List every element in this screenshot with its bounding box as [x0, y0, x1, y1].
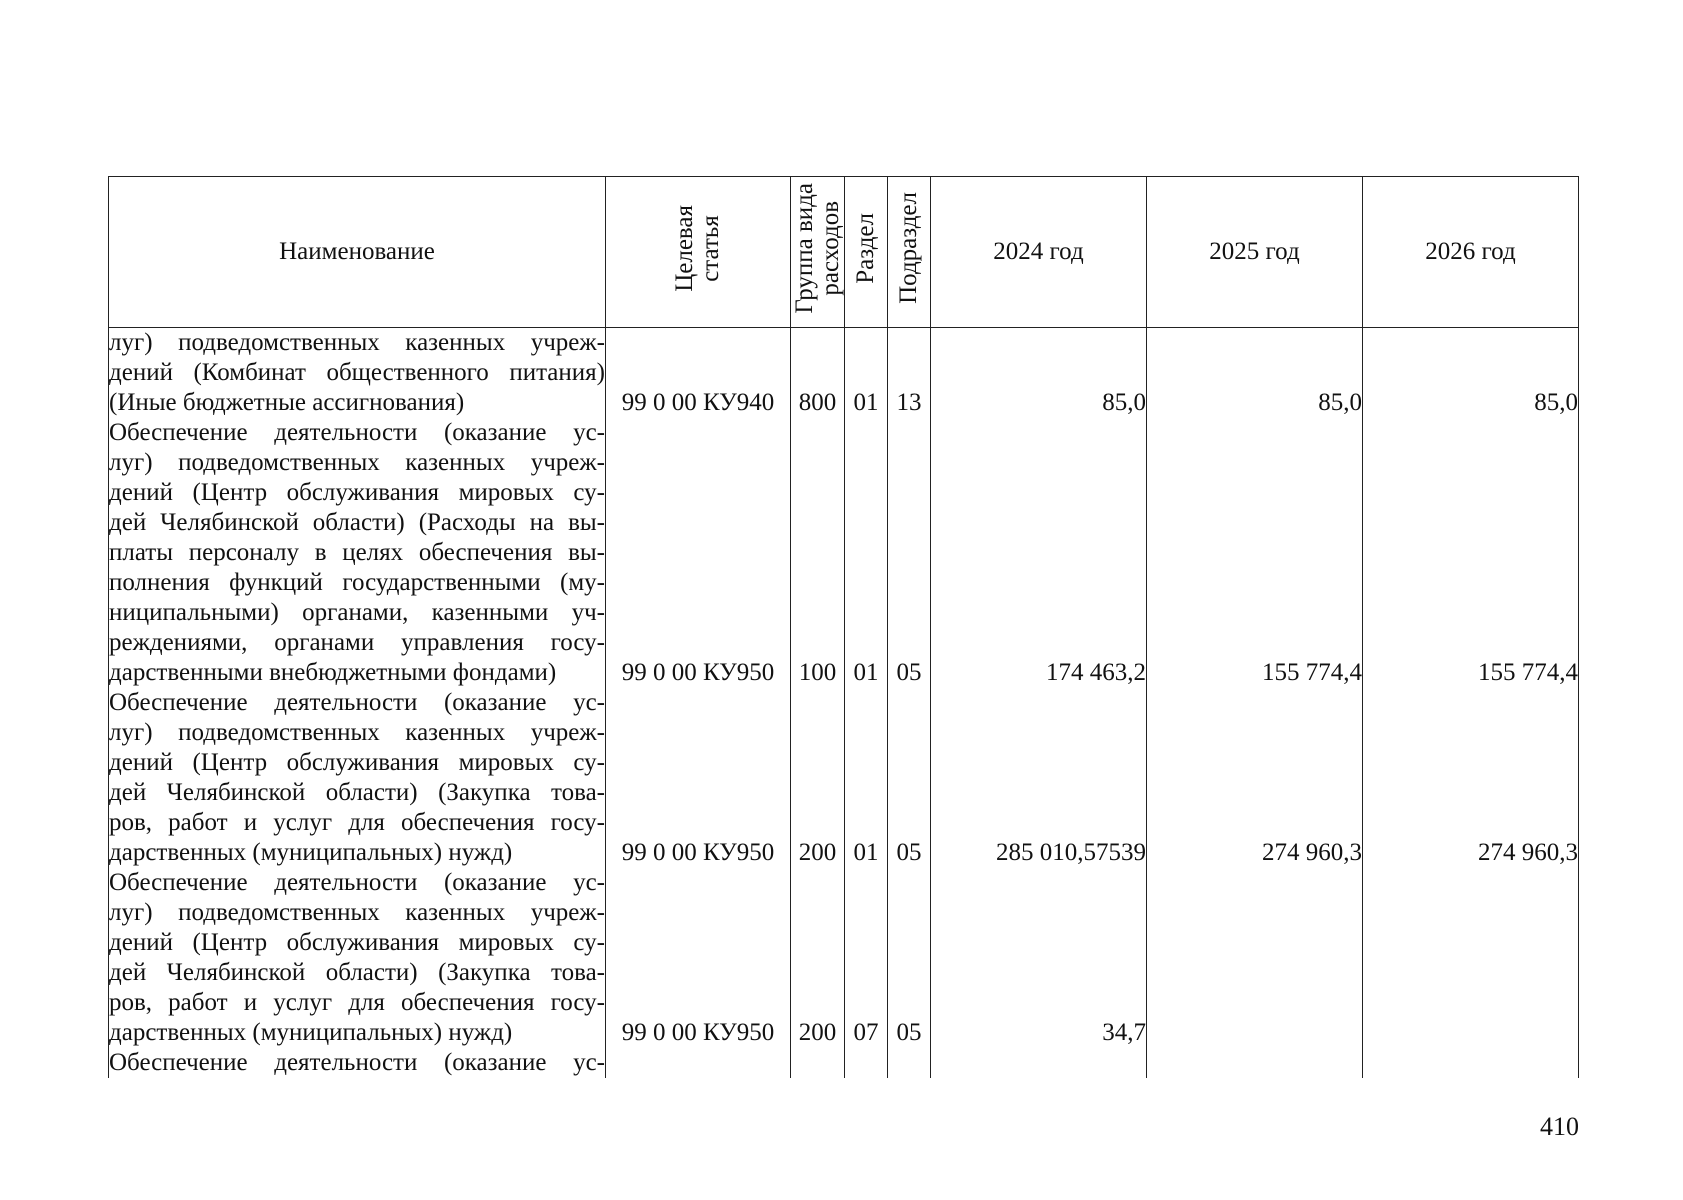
row-name-line: дарственных (муниципальных) нужд)	[109, 1019, 513, 1046]
row-name-line: дений (Центр обслуживания мировых су-	[109, 749, 605, 776]
empty-cell	[606, 1048, 791, 1078]
empty-cell	[931, 1048, 1147, 1078]
row-name-line: Обеспечение деятельности (оказание ус-	[109, 689, 605, 716]
table-row	[109, 418, 1579, 688]
row-name-line: ров, работ и услуг для обеспечения госу-	[109, 809, 605, 836]
header-subsection: Подраздел	[888, 177, 931, 328]
row-expense-group: 200	[791, 688, 845, 868]
empty-cell	[888, 1048, 931, 1078]
budget-table	[108, 176, 1579, 1078]
row-name-line: дений (Центр обслуживания мировых су-	[109, 479, 605, 506]
row-amount-2026: 274 960,3	[1363, 688, 1579, 868]
row-name-line: платы персоналу в целях обеспечения вы-	[109, 539, 605, 566]
row-name-line: луг) подведомственных казенных учреж-	[109, 329, 605, 356]
header-expense-group: Группа вида расходов	[791, 177, 845, 328]
row-name-line: дарственными внебюджетными фондами)	[109, 659, 557, 686]
header-year-2025: 2025 год	[1147, 177, 1363, 328]
table-header-row	[109, 177, 1579, 328]
row-subsection: 05	[888, 688, 931, 868]
row-subsection: 05	[888, 418, 931, 688]
header-target-article: Целевая статья	[606, 177, 791, 328]
table-row	[109, 868, 1579, 1048]
row-section: 01	[845, 418, 888, 688]
table-row	[109, 688, 1579, 868]
row-name-line: луг) подведомственных казенных учреж-	[109, 899, 605, 926]
row-amount-2024: 85,0	[931, 328, 1147, 419]
table-row	[109, 328, 1579, 419]
row-name-line: полнения функций государственными (му-	[109, 569, 605, 596]
row-name-line: дений (Центр обслуживания мировых су-	[109, 929, 605, 956]
row-expense-group: 200	[791, 868, 845, 1048]
table-row-partial	[109, 1048, 1579, 1078]
row-name-line: дей Челябинской области) (Закупка това-	[109, 959, 605, 986]
row-name-cell	[109, 688, 606, 868]
header-year-2026: 2026 год	[1363, 177, 1579, 328]
empty-cell	[1363, 1048, 1579, 1078]
row-name-line: дей Челябинской области) (Расходы на вы-	[109, 509, 605, 536]
row-subsection: 05	[888, 868, 931, 1048]
empty-cell	[791, 1048, 845, 1078]
row-amount-2025: 274 960,3	[1147, 688, 1363, 868]
row-amount-2024: 285 010,57539	[931, 688, 1147, 868]
row-amount-2025: 85,0	[1147, 328, 1363, 419]
row-name-line: Обеспечение деятельности (оказание ус-	[109, 1049, 605, 1076]
row-amount-2024: 34,7	[931, 868, 1147, 1048]
row-name-cell	[109, 1048, 606, 1078]
row-name-line: луг) подведомственных казенных учреж-	[109, 719, 605, 746]
row-name-line: ров, работ и услуг для обеспечения госу-	[109, 989, 605, 1016]
row-target-article: 99 0 00 КУ950	[606, 868, 791, 1048]
row-name-line: Обеспечение деятельности (оказание ус-	[109, 419, 605, 446]
row-amount-2026	[1363, 868, 1579, 1048]
empty-cell	[845, 1048, 888, 1078]
row-name-cell	[109, 868, 606, 1048]
row-target-article: 99 0 00 КУ940	[606, 328, 791, 419]
row-subsection: 13	[888, 328, 931, 419]
row-name-cell	[109, 418, 606, 688]
row-name-cell	[109, 328, 606, 419]
row-target-article: 99 0 00 КУ950	[606, 418, 791, 688]
header-year-2024: 2024 год	[931, 177, 1147, 328]
row-name-line: Обеспечение деятельности (оказание ус-	[109, 869, 605, 896]
row-name-line: дей Челябинской области) (Закупка това-	[109, 779, 605, 806]
row-amount-2026: 155 774,4	[1363, 418, 1579, 688]
empty-cell	[1147, 1048, 1363, 1078]
row-name-line: дений (Комбинат общественного питания)	[109, 359, 605, 386]
row-section: 07	[845, 868, 888, 1048]
row-section: 01	[845, 688, 888, 868]
row-name-line: луг) подведомственных казенных учреж-	[109, 449, 605, 476]
table-body	[109, 328, 1579, 1079]
row-amount-2025	[1147, 868, 1363, 1048]
row-expense-group: 100	[791, 418, 845, 688]
row-expense-group: 800	[791, 328, 845, 419]
row-amount-2024: 174 463,2	[931, 418, 1147, 688]
header-section: Раздел	[845, 177, 888, 328]
row-amount-2025: 155 774,4	[1147, 418, 1363, 688]
row-name-line: ниципальными) органами, казенными уч-	[109, 599, 605, 626]
page-number: 410	[1540, 1112, 1579, 1141]
row-name-line: реждениями, органами управления госу-	[109, 629, 605, 656]
row-amount-2026: 85,0	[1363, 328, 1579, 419]
header-name: Наименование	[109, 177, 606, 328]
row-section: 01	[845, 328, 888, 419]
row-name-line: (Иные бюджетные ассигнования)	[109, 389, 465, 416]
row-name-line: дарственных (муниципальных) нужд)	[109, 839, 513, 866]
row-target-article: 99 0 00 КУ950	[606, 688, 791, 868]
